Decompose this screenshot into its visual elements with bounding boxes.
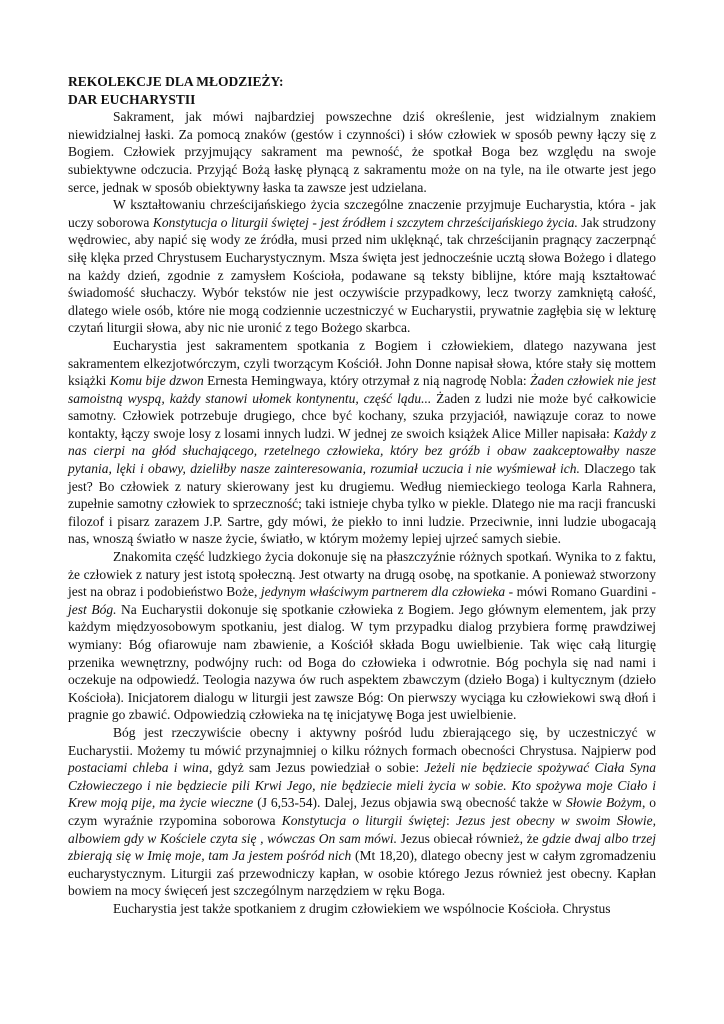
paragraph-3-book-title: Komu bije dzwon	[109, 373, 204, 389]
paragraph-3-text-a: Eucharystia jest sakramentem spotkania z Bogiem i człowiekiem, dlatego nazywana jest sakramentem elkezjotwórczym, czyli tworzącym Kościół. John Donne napisał słowa, które stały się mottem książki	[68, 337, 656, 389]
paragraph-3-quote-donne: Żaden człowiek nie jest samoistną wyspą, każdy stanowi ułomek kontynentu, część lądu...	[68, 373, 656, 406]
document-title	[68, 73, 656, 108]
paragraph-5-text-e: :	[446, 812, 456, 828]
paragraph-1: Sakrament, jak mówi najbardziej powszechne dziś określenie, jest widzialnym znakiem niewidzialnej łaski. Za pomocą znaków (gestów i czynności) i słów człowiek w sposób pewny łączy się z Bogiem. Człowiek przyjmujący sakrament ma pewność, że spotkał Boga bez względu na swoje subiektywne odczucia. Przyjąć Bożą łaskę płynącą z sakramentu może on na tyle, na ile otwarte jest jego serce, jednak w sposób obiektywny łaska ta zawsze jest udzielana.	[68, 109, 656, 195]
paragraph-5-italic-3: Słowie Bożym	[566, 795, 642, 811]
title-line-2: DAR EUCHARYSTII	[68, 91, 196, 107]
paragraph-5-italic-1: postaciami chleba i wina	[68, 760, 209, 776]
paragraph-5-quote-john: Jeżeli nie będziecie spożywać Ciała Syna Człowieczego i nie będziecie pili Krwi Jego, nie będziecie mieli życia w sobie. Kto spożywa moje Ciało i Krew moją pije, ma życie wieczne	[68, 760, 656, 811]
paragraph-5	[68, 724, 656, 900]
paragraph-3-quote-miller: Każdy z nas cierpi na głód słuchającego, rzetelnego człowieka, który bez gróźb i obaw zaakceptowałby nasze pytania, lęki i obawy, dzieliłby nasze zainteresowania, rozumiał uczucia i nie wyśmiewał ich.	[68, 425, 656, 477]
paragraph-4-quote-a: jedynym właściwym partnerem dla człowieka	[260, 584, 506, 600]
document-page	[68, 73, 656, 918]
paragraph-4-quote-b: jest Bóg.	[68, 601, 117, 617]
paragraph-4-text-a: Znakomita część ludzkiego życia dokonuje się na płaszczyźnie różnych spotkań. Wynika to z faktu, że człowiek z natury jest istotą społeczną. Jest otwarty na drugą osobę, na spotkanie. A ponieważ stworzony jest na obraz i podobieństwo Boże,	[68, 549, 656, 600]
paragraph-4-text-c: Na Eucharystii dokonuje się spotkanie człowieka z Bogiem. Jego głównym elementem, jak przy każdym międzyosobowym spotkaniu, jest dialog. W tym przypadku dialog przybiera formę prawdziwej wymiany: Bóg ofiarowuje nam zbawienie, a Kościół składa Bogu uwielbienie. Tak więc całą liturgię przenika wewnętrzny, podwójny ruch: od Boga do człowieka i odwrotnie. Bóg pochyla się nad nami i oczekuje na odpowiedź. Teologia nazywa ów ruch aspektem zbawczym (dzieło Boga) i kultycznym (dzieło Kościoła). Inicjatorem dialogu w liturgii jest zawsze Bóg: On pierwszy wyciąga ku człowiekowi swą dłoń i pragnie go zbawić. Odpowiedzią człowieka na tę inicjatywę Boga jest uwielbienie.	[68, 601, 657, 723]
paragraph-6: Eucharystia jest także spotkaniem z drugim człowiekiem we wspólnocie Kościoła. Chrystus	[113, 900, 611, 916]
paragraph-3-text-c: Żaden z ludzi nie może być całkowicie samotny. Człowiek potrzebuje drugiego, chce być kochany, szuka przyjaciół, nawiązuje coraz to nowe kontakty, łączy swoje losy z losami innych ludzi. W jednej ze swoich książek Alice Miller napisała:	[68, 390, 657, 441]
paragraph-2-quote: Konstytucja o liturgii świętej - jest źródłem i szczytem chrześcijańskiego życia.	[152, 214, 578, 230]
paragraph-2-text-a: W kształtowaniu chrześcijańskiego życia szczególne znaczenie przyjmuje Eucharystia, która - jak uczy soborowa	[68, 197, 656, 230]
paragraph-5-text-f: Jezus obiecał również, że	[396, 830, 543, 846]
paragraph-5-quote-constitution: Jezus jest obecny w swoim Słowie, albowiem gdy w Kościele czyta się , wówczas On sam mówi.	[68, 812, 656, 846]
paragraph-5-text-c: (J 6,53-54). Dalej, Jezus objawia swą obecność także w	[253, 795, 566, 811]
paragraph-5-quote-matthew: gdzie dwaj albo trzej zbierają się w Imię moje, tam Ja jestem pośród nich	[68, 830, 656, 864]
paragraph-5-text-b: , gdyż sam Jezus powiedział o sobie:	[208, 760, 425, 776]
paragraph-5-text-d: , o czym wyraźnie rzypomina soborowa	[68, 795, 657, 828]
paragraph-2-text-b: Jak strudzony wędrowiec, aby napić się wody ze źródła, musi przed nim uklęknąć, tak chrześcijanin pragnący zaczerpnąć siłę klęka przed Chrystusem Eucharystycznym. Msza święta jest jednocześnie ucztą słowa Bożego i dlatego na każdy dzień, zgodnie z zamysłem Kościoła, podawane są teksty biblijne, które mają kształtować świadomość słuchaczy. Wybór tekstów nie jest oczywiście przypadkowy, lecz tworzy zamkniętą całość, dlatego wiele osób, które nie mogą codziennie uczestniczyć w Eucharystii, prywatnie zagłębia się w lekturę czytań liturgii słowa, aby nic nie uronić z tego Bożego skarbca.	[68, 214, 656, 336]
paragraph-4-text-b: - mówi Romano Guardini -	[505, 584, 656, 600]
paragraph-5-text-g: (Mt 18,20), dlatego obecny jest w całym zgromadzeniu eucharystycznym. Liturgii zaś przewodniczy kapłan, w osobie którego Jezus również jest obecny. Kapłan bowiem na mocy święceń jest szczególnym narzędziem w ręku Boga.	[68, 848, 656, 899]
paragraph-3-text-d: Dlaczego tak jest? Bo człowiek z natury skierowany jest ku drugiemu. Według niemieckiego teologa Karla Rahnera, zupełnie samotny człowiek to sprzeczność; taki istnieje chyba tylko w piekle. Dlatego nie ma racji francuski filozof i pisarz zarazem J.P. Sartre, gdy mówi, że piekło to inni ludzie. Przeciwnie, inni ludzie ubogacają nas, wnoszą światło w nasze życie, światło, w którym możemy lepiej ujrzeć samych siebie.	[68, 461, 657, 547]
paragraph-3-text-b: Ernesta Hemingwaya, który otrzymał z nią nagrodę Nobla:	[203, 373, 531, 389]
paragraph-5-text-a: Bóg jest rzeczywiście obecny i aktywny pośród ludu zbierającego się, by uczestniczyć w Eucharystii. Możemy tu mówić przynajmniej o kilku różnych formach obecności Chrystusa. Najpierw pod	[68, 724, 656, 758]
paragraph-5-italic-4: Konstytucja o liturgii świętej	[281, 812, 446, 828]
title-line-1: REKOLEKCJE DLA MŁODZIEŻY:	[68, 74, 284, 89]
paragraph-4	[68, 548, 656, 724]
paragraph-3	[68, 337, 656, 548]
paragraph-2	[68, 196, 656, 337]
